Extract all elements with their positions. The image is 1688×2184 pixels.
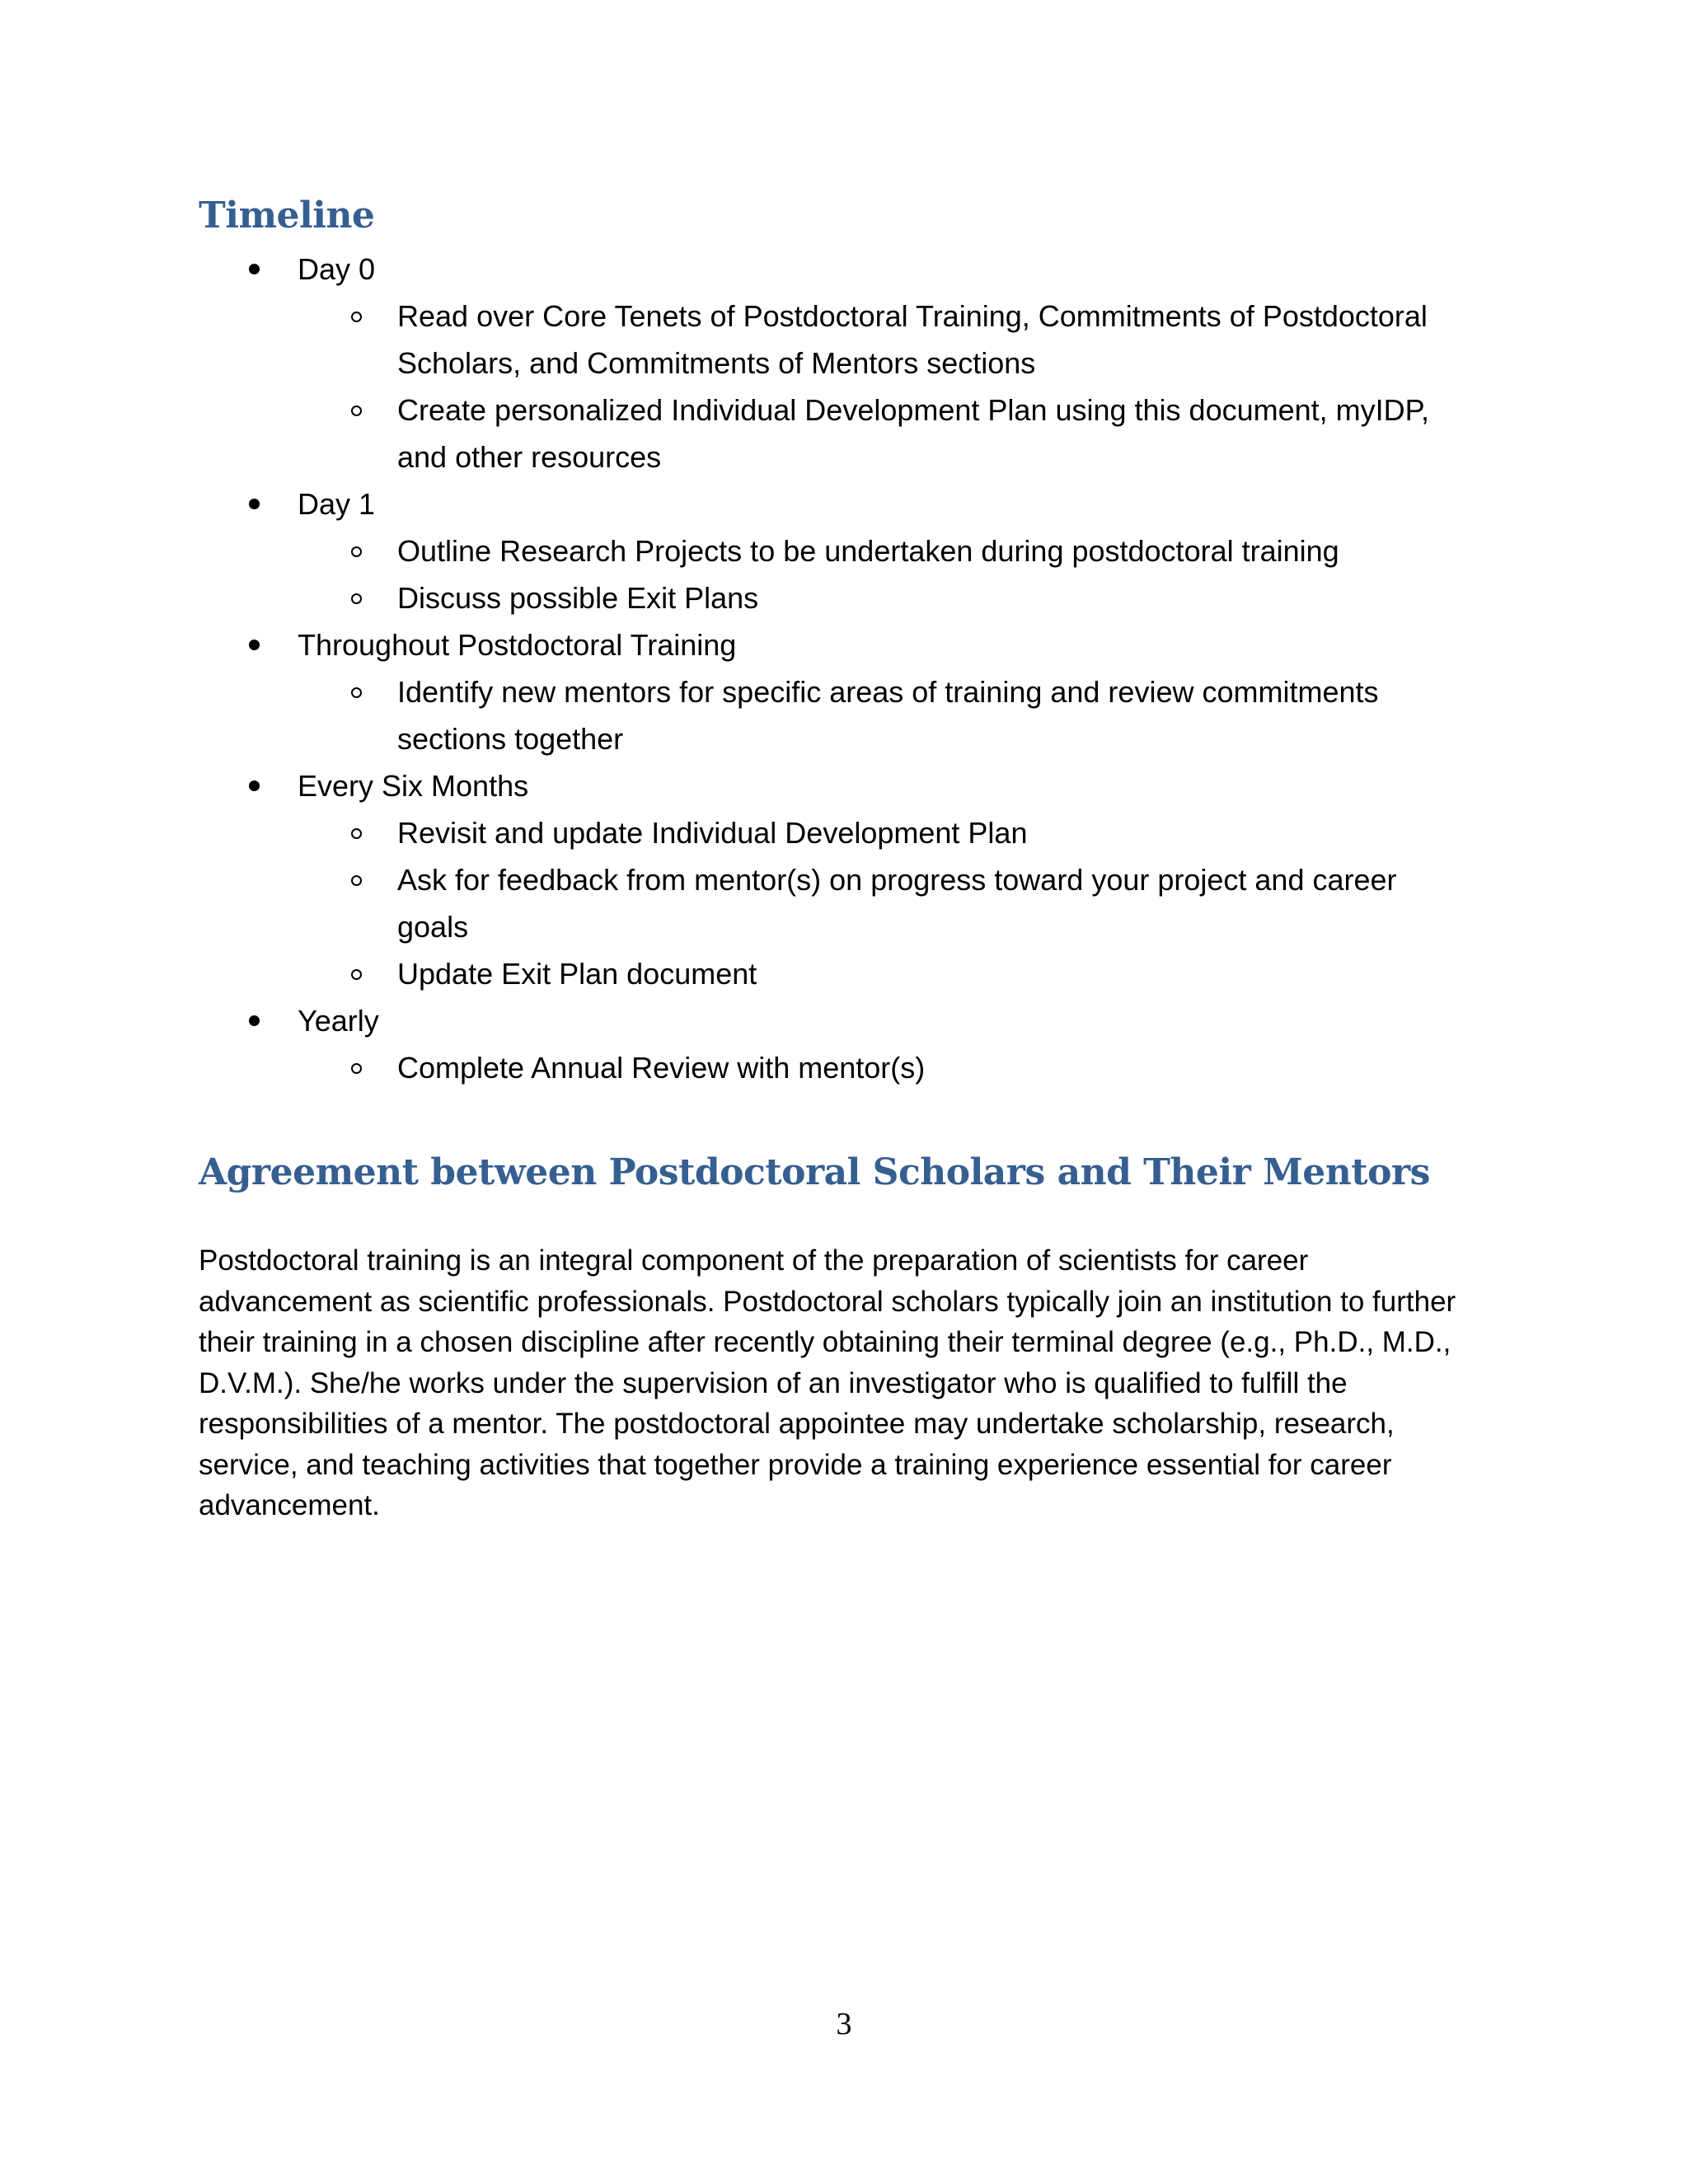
sub-list-item [0,293,1688,387]
sub-item-text: Create personalized Individual Development Plan using this document, myIDP, and other resources [397,393,1430,474]
circle-bullet-icon [351,875,362,886]
bullet-icon [249,1015,260,1026]
circle-bullet-icon [351,312,362,322]
sub-item-text: Ask for feedback from mentor(s) on progress toward your project and career goals [397,863,1397,944]
sub-item-text: Outline Research Projects to be undertaken during postdoctoral training [397,534,1339,568]
sub-list-item [0,950,1688,997]
sub-list-item [0,809,1688,856]
page-number: 3 [836,2007,852,2041]
sub-list-item [0,387,1688,480]
circle-bullet-icon [351,546,362,557]
circle-bullet-icon [351,405,362,416]
bullet-icon [249,499,260,509]
agreement-heading: Agreement between Postdoctoral Scholars and Their Mentors [199,1151,1430,1193]
timeline-sublist [0,293,1688,480]
sub-list-item [0,1044,1688,1091]
timeline-item-label: Throughout Postdoctoral Training [298,628,737,662]
sub-item-text: Read over Core Tenets of Postdoctoral Training, Commitments of Postdoctoral Scholars, and Commitments of Mentors sections [397,299,1428,380]
circle-bullet-icon [351,828,362,839]
sub-item-text: Identify new mentors for specific areas of training and review commitments sections together [397,675,1379,756]
bullet-icon [249,264,260,274]
timeline-list [0,246,1688,1091]
bullet-icon [249,780,260,791]
timeline-sublist [0,1044,1688,1091]
circle-bullet-icon [351,687,362,698]
sub-list-item [0,856,1688,950]
circle-bullet-icon [351,593,362,604]
bullet-icon [249,640,260,650]
circle-bullet-icon [351,1063,362,1074]
timeline-item-day-0 [0,246,1688,293]
sub-item-text: Discuss possible Exit Plans [397,581,759,615]
sub-item-text: Complete Annual Review with mentor(s) [397,1051,926,1085]
circle-bullet-icon [351,969,362,980]
sub-list-item [0,668,1688,762]
timeline-item-every-six-months [0,762,1688,809]
timeline-item-label: Day 0 [298,252,376,286]
timeline-item-label: Every Six Months [298,769,529,803]
sub-item-text: Update Exit Plan document [397,957,757,991]
sub-list-item [0,527,1688,574]
timeline-item-throughout [0,621,1688,668]
sub-list-item [0,574,1688,621]
timeline-heading: Timeline [199,194,375,237]
timeline-item-label: Yearly [298,1004,379,1038]
timeline-item-yearly [0,997,1688,1044]
sub-item-text: Revisit and update Individual Development Plan [397,816,1028,850]
timeline-sublist [0,527,1688,621]
timeline-sublist [0,809,1688,997]
timeline-sublist [0,668,1688,762]
timeline-item-label: Day 1 [298,487,376,521]
timeline-item-day-1 [0,480,1688,527]
agreement-paragraph: Postdoctoral training is an integral component of the preparation of scientists for career advancement as scientific professionals. Postdoctoral scholars typically join an institution to further their training in a chosen discipline after recently obtaining their terminal degree (e.g., Ph.D., M.D., D.V.M.). She/he works under the supervision of an investigator who is qualified to fulfill the responsibilities of a mentor. The postdoctoral appointee may undertake scholarship, research, service, and teaching activities that together provide a training experience essential for career advancement. [199,1244,1456,1521]
